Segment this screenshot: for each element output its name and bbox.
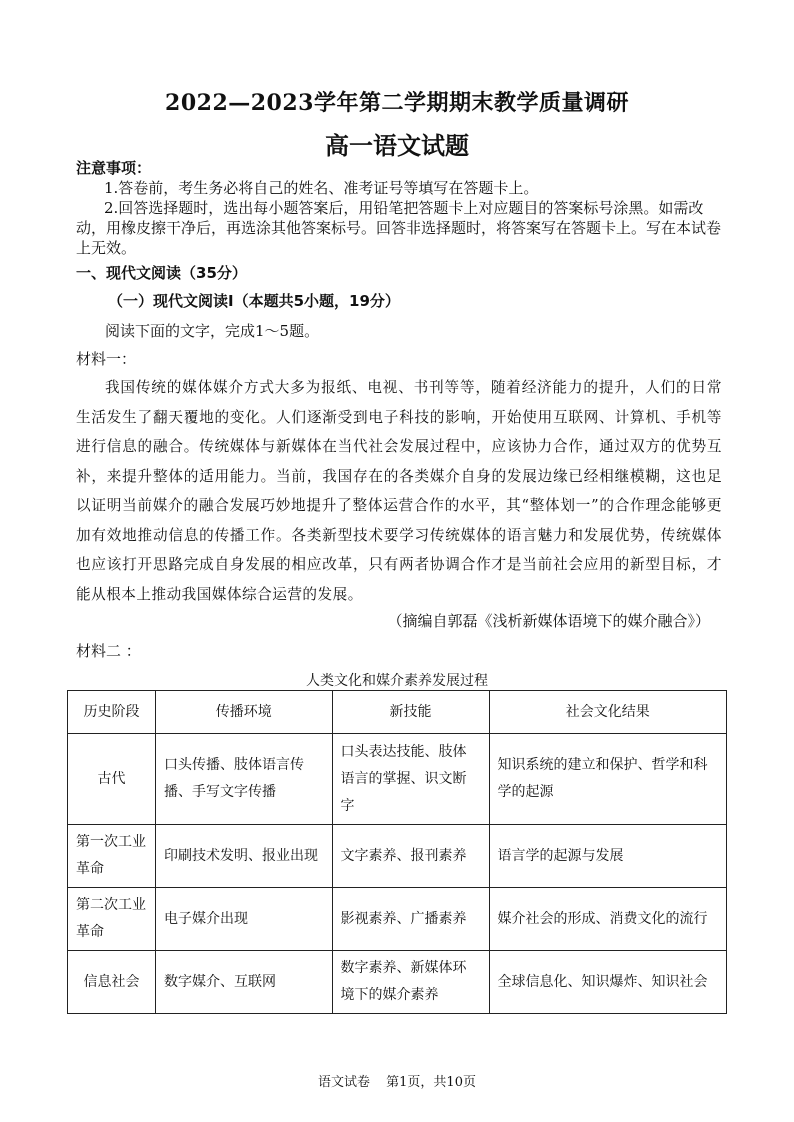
- notice-heading: 注意事项：: [76, 159, 152, 177]
- table-header-row: [68, 691, 727, 734]
- table-row: [68, 734, 727, 825]
- table-row: [68, 951, 727, 1014]
- table-cell: 第二次工业革命: [68, 888, 156, 951]
- table-cell: 数字媒介、互联网: [155, 951, 332, 1014]
- material2-label: 材料二 ：: [76, 642, 141, 660]
- table-cell: 影视素养、广播素养: [332, 888, 489, 951]
- table-cell: 语言学的起源与发展: [489, 825, 727, 888]
- table-cell: 数字素养、新媒体环境下的媒介素养: [332, 951, 489, 1014]
- material1-text: 我国传统的媒体媒介方式大多为报纸、电视、书刊等等，随着经济能力的提升，人们的日常生活发生了翻天覆地的变化。人们逐渐受到电子科技的影响，开始使用互联网、计算机、手机等进行信息的融合。传统媒体与新媒体在当代社会发展过程中，应该协力合作，通过双方的优势互补，来提升整体的适用能力。当前，我国存在的各类媒介自身的发展边缘已经相继模糊，这也足以证明当前媒介的融合发展巧妙地提升了整体运营合作的水平，其“整体划一”的合作理念能够更加有效地推动信息的传播工作。各类新型技术要学习传统媒体的语言魅力和发展优势，传统媒体也应该打开思路完成自身发展的相应改革，只有两者协调合作才是当前社会应用的新型目标，才能从根本上推动我国媒体综合运营的发展。: [76, 379, 722, 603]
- exam-title: 2022—2023学年第二学期期末教学质量调研: [165, 90, 629, 116]
- table-cell: 知识系统的建立和保护、哲学和科学的起源: [489, 734, 727, 825]
- table-cell: 媒介社会的形成、消费文化的流行: [489, 888, 727, 951]
- table-cell: 印刷技术发明、报业出现: [155, 825, 332, 888]
- table-row: [68, 888, 727, 951]
- media-literacy-table: [67, 690, 727, 1014]
- notice-item-2: 2.回答选择题时，选出每小题答案后，用铅笔把答题卡上对应题目的答案标号涂黑。如需改动，用橡皮擦干净后，再选涂其他答案标号。回答非选择题时，将答案写在答题卡上。写在本试卷上无效。: [76, 199, 722, 257]
- table-title: 人类文化和媒介素养发展过程: [306, 673, 488, 689]
- notice-block: [76, 158, 724, 258]
- table-header-cell: 历史阶段: [68, 691, 156, 734]
- section-title: 一、现代文阅读（35分）: [76, 264, 247, 282]
- notice-item-1: 1.答卷前，考生务必将自己的姓名、准考证号等填写在答题卡上。: [104, 179, 539, 197]
- subsection-title: （一）现代文阅读Ⅰ（本题共5小题，19分）: [108, 292, 400, 310]
- table-cell: 古代: [68, 734, 156, 825]
- table-cell: 全球信息化、知识爆炸、知识社会: [489, 951, 727, 1014]
- table-cell: 电子媒介出现: [155, 888, 332, 951]
- table-cell: 口头表达技能、肢体语言的掌握、识文断字: [332, 734, 489, 825]
- page-footer: 语文试卷 第1页，共10页: [318, 1075, 476, 1090]
- material1-source: （摘编自郭磊《浅析新媒体语境下的媒介融合》）: [387, 612, 710, 630]
- table-header-cell: 社会文化结果: [489, 691, 727, 734]
- table-cell: 文字素养、报刊素养: [332, 825, 489, 888]
- table-cell: 口头传播、肢体语言传播、手写文字传播: [155, 734, 332, 825]
- table-cell: 信息社会: [68, 951, 156, 1014]
- exam-subtitle: 高一语文试题: [325, 132, 469, 160]
- material1-label: 材料一：: [76, 350, 137, 368]
- table-header-cell: 新技能: [332, 691, 489, 734]
- table-row: [68, 825, 727, 888]
- table-cell: 第一次工业革命: [68, 825, 156, 888]
- instruction-text: 阅读下面的文字，完成1～5题。: [105, 322, 320, 340]
- table-header-cell: 传播环境: [155, 691, 332, 734]
